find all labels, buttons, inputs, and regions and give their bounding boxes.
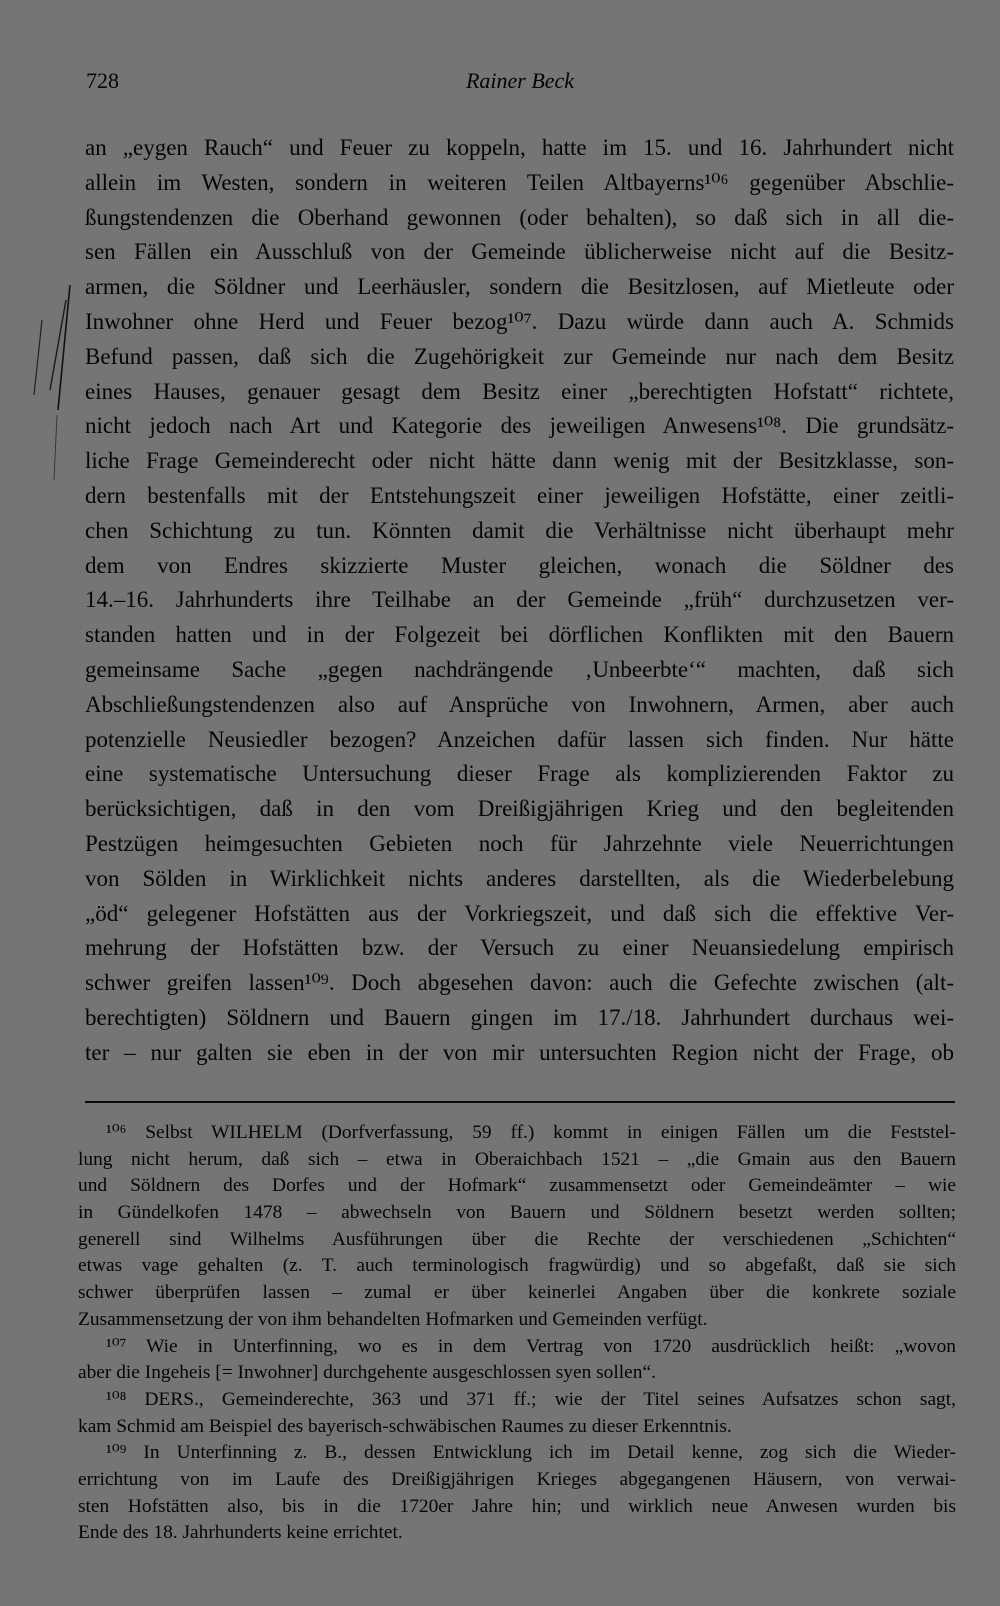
body-line: berücksichtigen, daß in den vom Dreißigjährigen Krieg und den begleitenden [85,796,954,822]
body-line: liche Frage Gemeinderecht oder nicht hätte dann wenig mit der Besitzklasse, son- [85,448,954,474]
footnotes-block [78,1120,956,1547]
footnote-line: aber die Ingeheis [= Inwohner] durchgehente ausgeschlossen syen sollen“. [78,1362,656,1384]
body-line: schwer greifen lassen¹⁰⁹. Doch abgesehen davon: auch die Gefechte zwischen (alt- [85,970,954,996]
body-line: Befund passen, daß sich die Zugehörigkeit zur Gemeinde nur nach dem Besitz [85,343,954,369]
margin-line-4 [54,415,57,480]
body-line: 14.–16. Jahrhunderts ihre Teilhabe an der Gemeinde „früh“ durchzusetzen ver- [85,587,954,613]
body-line: sen Fällen ein Ausschluß von der Gemeinde üblicherweise nicht auf die Besitz- [85,239,954,265]
footnote-line: in Gündelkofen 1478 – abwechseln von Bauern und Söldnern besetzt werden sollten; [78,1202,956,1224]
footnote-line: etwas vage gehalten (z. T. auch terminologisch fragwürdig) und so abgefaßt, daß sie sich [78,1255,956,1277]
margin-pencil-marks [30,280,80,490]
page-header [86,68,954,102]
body-line: ter – nur galten sie eben in der von mir untersuchten Region nicht der Frage, ob [85,1039,954,1065]
footnote-line: generell sind Wilhelms Ausführungen über die Rechte der verschiedenen „Schichten“ [78,1228,956,1250]
running-head-author: Rainer Beck [465,68,575,93]
body-line: armen, die Söldner und Leerhäusler, sondern die Besitzlosen, auf Mietleute oder [85,274,954,300]
body-line: von Sölden in Wirklichkeit nichts anderes darstellten, als die Wiederbelebung [85,865,954,891]
footnote-line: kam Schmid am Beispiel des bayerisch-schwäbischen Raumes zu dieser Erkenntnis. [78,1415,732,1437]
body-line: „öd“ gelegener Hofstätten aus der Vorkriegszeit, und daß sich die effektive Ver- [85,900,954,926]
body-line: nicht jedoch nach Art und Kategorie des jeweiligen Anwesens¹⁰⁸. Die grundsätz- [85,413,954,439]
margin-line-3 [34,320,42,395]
body-line: an „eygen Rauch“ und Feuer zu koppeln, hatte im 15. und 16. Jahrhundert nicht [85,135,954,160]
footnote-line: Ende des 18. Jahrhunderts keine errichtet. [78,1522,403,1544]
body-line: mehrung der Hofstätten bzw. der Versuch zu einer Neuansiedelung empirisch [85,935,954,961]
body-line: standen hatten und in der Folgezeit bei dörflichen Konflikten mit den Bauern [85,622,954,648]
page-number: 728 [86,68,119,93]
footnote-line: schwer überprüfen lassen – zumal er über keinerlei Angaben über die konkrete soziale [78,1282,956,1304]
body-line: eine systematische Untersuchung dieser Frage als komplizierenden Faktor zu [85,761,954,787]
footnote-line: Zusammensetzung der von ihm behandelten Hofmarken und Gemeinden verfügt. [78,1308,708,1330]
body-line: chen Schichtung zu tun. Könnten damit die Verhältnisse nicht überhaupt mehr [85,517,954,543]
body-line: Abschließungstendenzen also auf Ansprüche von Inwohnern, Armen, aber auch [85,691,954,717]
footnote-line: und Söldnern des Dorfes und der Hofmark“ zusammensetzt oder Gemeindeämter – wie [78,1175,956,1197]
body-line: gemeinsame Sache „gegen nachdrängende ‚Unbeerbte‘“ machten, daß sich [85,656,954,682]
margin-line-1 [58,285,70,410]
footnote-line: ¹⁰⁷ Wie in Unterfinning, wo es in dem Vertrag von 1720 ausdrücklich heißt: „wovon [106,1335,956,1357]
footnote-line: ¹⁰⁹ In Unterfinning z. B., dessen Entwicklung ich im Detail kenne, zog sich die Wieder- [106,1442,956,1464]
footnote-line: ¹⁰⁸ DERS., Gemeinderechte, 363 und 371 ff.; wie der Titel seines Aufsatzes schon sagt, [106,1388,956,1410]
body-line: dem von Endres skizzierte Muster gleichen, wonach die Söldner des [85,552,954,578]
footnote-line: ¹⁰⁶ Selbst WILHELM (Dorfverfassung, 59 ff.) kommt in einigen Fällen um die Feststel- [106,1122,956,1143]
body-line: Pestzügen heimgesuchten Gebieten noch für Jahrzehnte viele Neuerrichtungen [85,830,954,856]
footnote-line: errichtung von im Laufe des Dreißigjährigen Krieges abgegangenen Häusern, von verwai- [78,1468,956,1490]
main-text [85,131,954,1071]
footnote-line: sten Hofstätten also, bis in die 1720er Jahre hin; und wirklich neue Anwesen wurden bis [78,1495,956,1517]
body-line: eines Hauses, genauer gesagt dem Besitz einer „berechtigten Hofstatt“ richtete, [85,378,954,404]
body-line: Inwohner ohne Herd und Feuer bezog¹⁰⁷. Dazu würde dann auch A. Schmids [85,308,954,334]
footnote-separator [85,1101,955,1103]
footnote-line: lung nicht herum, daß sich – etwa in Oberaichbach 1521 – „die Gmain aus den Bauern [78,1148,956,1170]
body-line: ßungstendenzen die Oberhand gewonnen (oder behalten), so daß sich in all die- [85,204,954,230]
body-line: allein im Westen, sondern in weiteren Teilen Altbayerns¹⁰⁶ gegenüber Abschlie- [85,169,954,195]
body-line: berechtigten) Söldnern und Bauern gingen im 17./18. Jahrhundert durchaus wei- [85,1004,954,1030]
body-line: potenzielle Neusiedler bezogen? Anzeichen dafür lassen sich finden. Nur hätte [85,726,954,752]
body-line: dern bestenfalls mit der Entstehungszeit einer jeweiligen Hofstätte, einer zeitli- [85,482,954,508]
